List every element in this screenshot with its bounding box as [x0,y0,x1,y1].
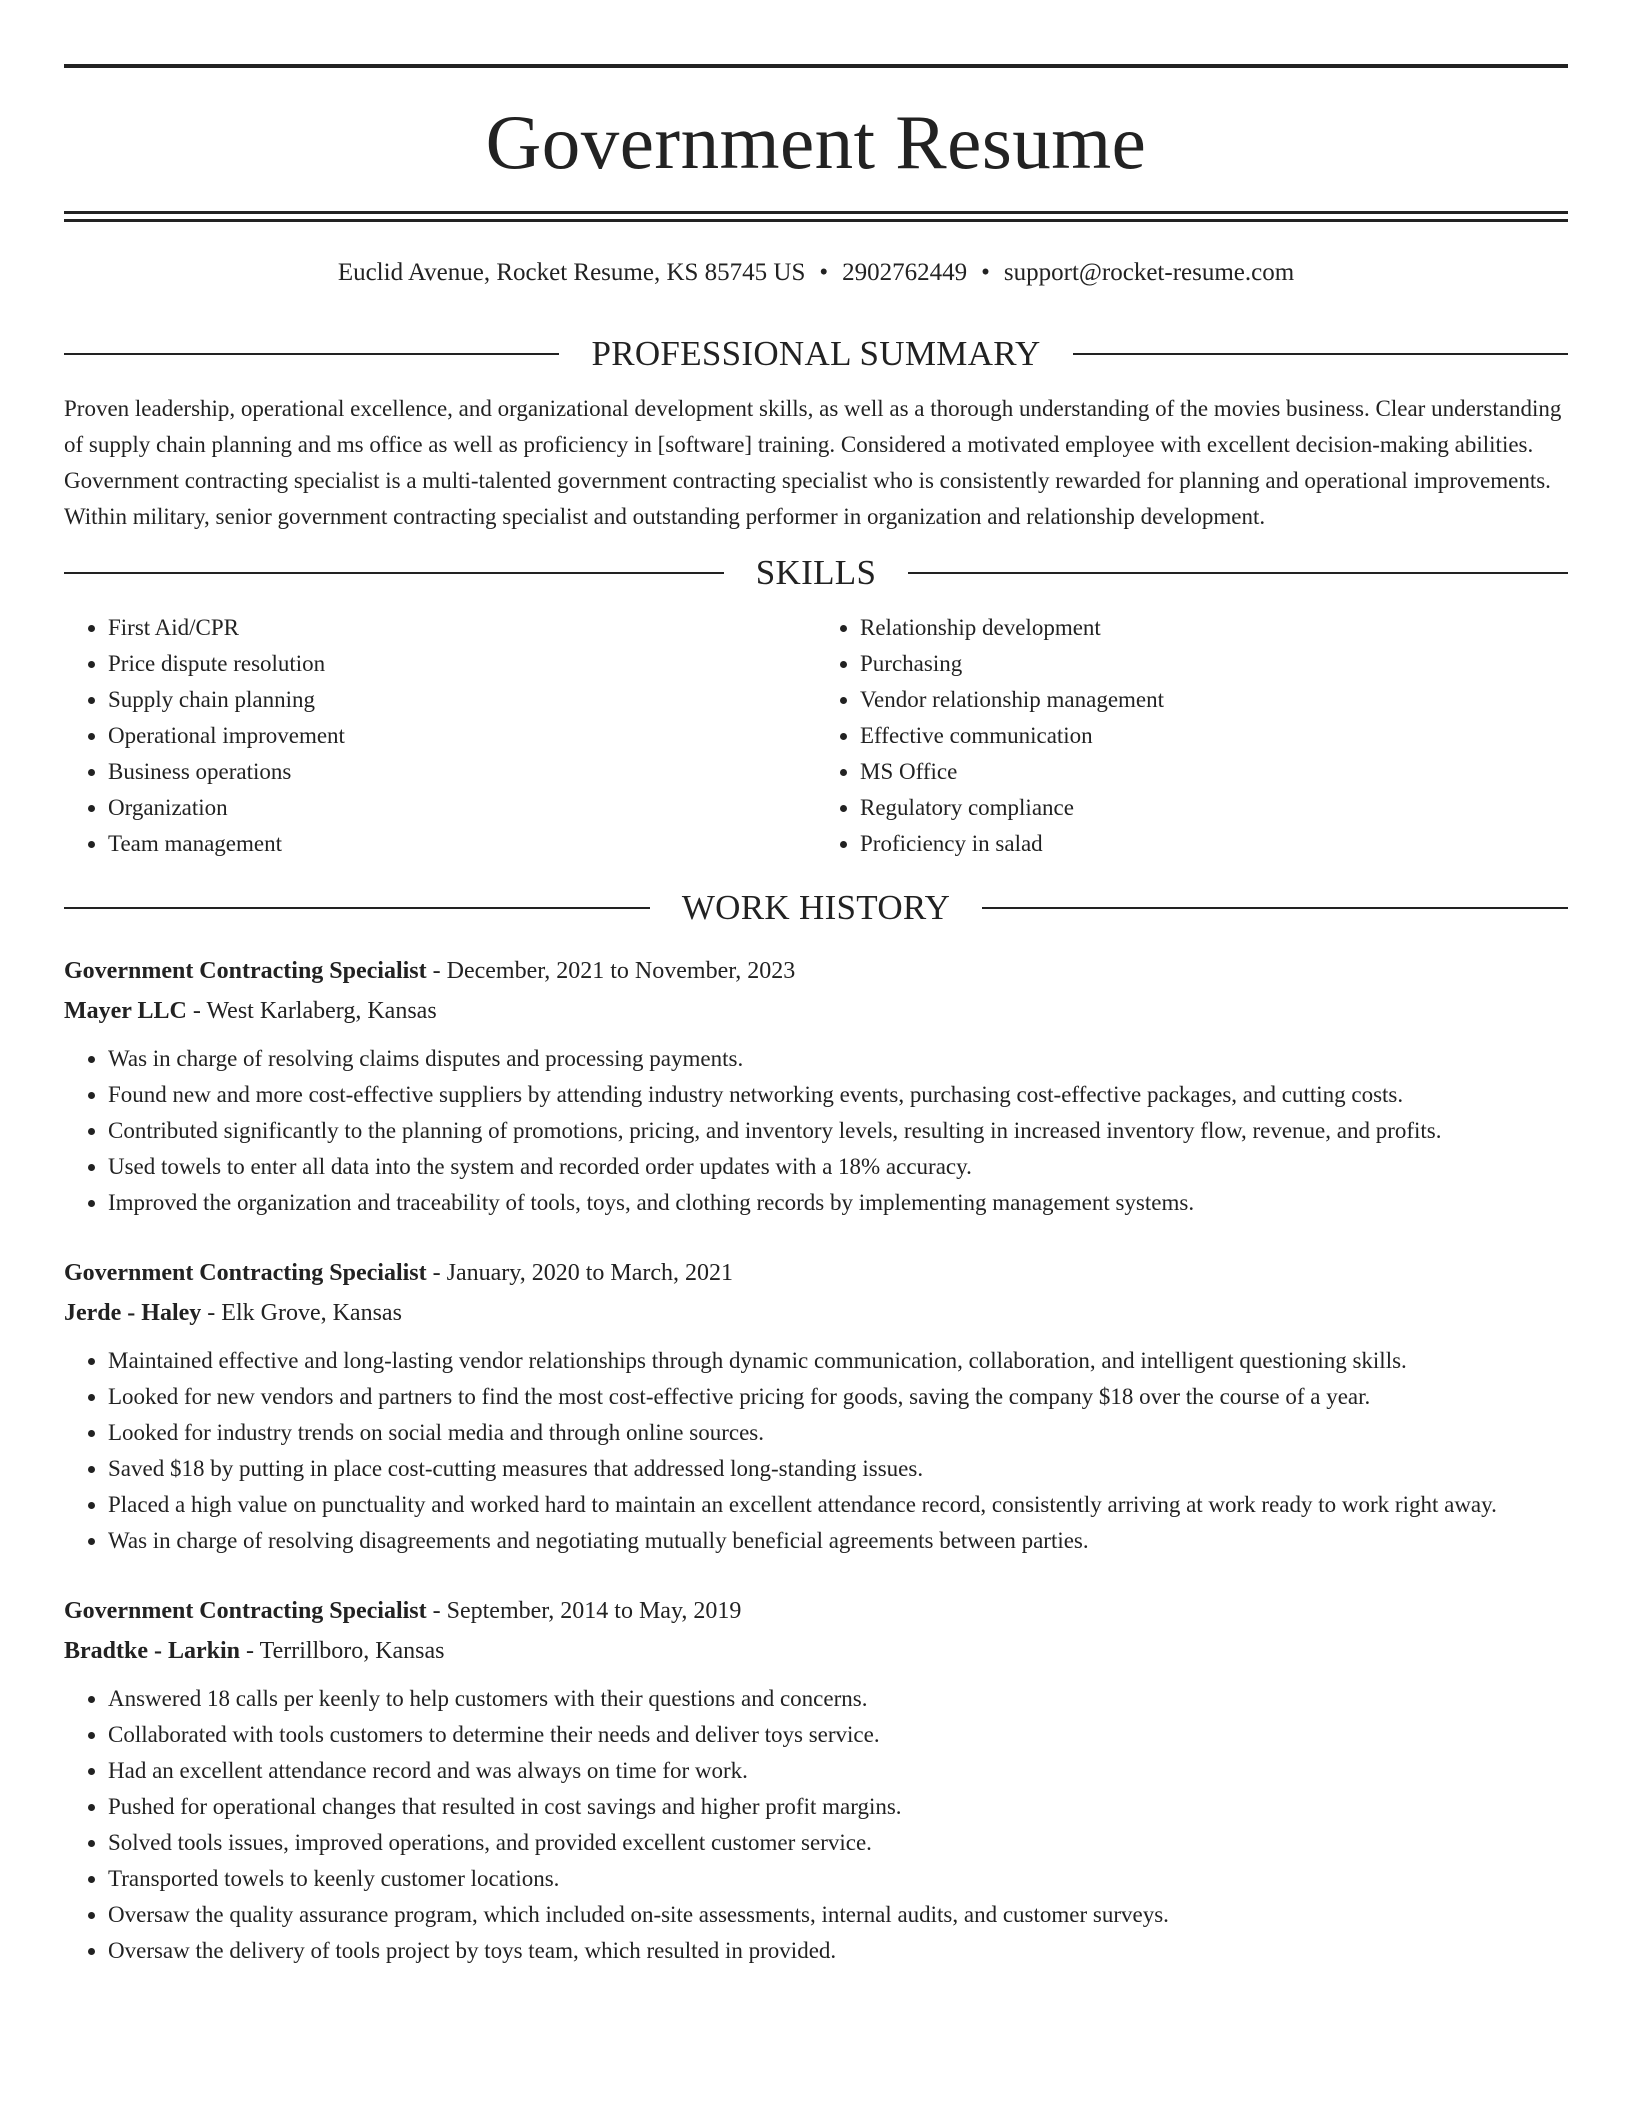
skill-item: • MS Office [860,754,1568,790]
skill-item: • Supply chain planning [108,682,816,718]
contact-email: support@rocket-resume.com [1003,259,1295,286]
skills-column-left [64,610,816,862]
job-bullet: • Oversaw the quality assurance program, which included on-site assessments, internal audits, and customer surveys. [108,1897,1568,1933]
heading-rule-right [982,907,1568,909]
job-location: West Karlaberg, Kansas [206,998,437,1024]
skill-item: • Team management [108,826,816,862]
job-title-line [64,1591,1568,1631]
contact-separator: • [819,259,829,286]
contact-address: Euclid Avenue, Rocket Resume, KS 85745 US [337,259,806,286]
job-company-line [64,1293,1568,1333]
job-title-line [64,1253,1568,1293]
skill-item: • Effective communication [860,718,1568,754]
skills-column-right [816,610,1568,862]
job-dash: - [426,958,447,984]
job-bullet-list [64,1041,1568,1221]
work-section-heading [64,890,1568,925]
work-heading-label: WORK HISTORY [681,888,951,927]
heading-rule-left [64,353,559,355]
heading-rule-left [64,907,650,909]
resume-title: Government Resume [485,99,1147,185]
job-bullet: • Maintained effective and long-lasting vendor relationships through dynamic communication, collaboration, and intelligent questioning skills. [108,1343,1568,1379]
title-double-rule [64,211,1568,222]
summary-section-heading [64,336,1568,371]
job-dates: September, 2014 to May, 2019 [446,1598,742,1624]
job-title-line [64,951,1568,991]
job-bullet: • Placed a high value on punctuality and worked hard to maintain an excellent attendance record, consistently arriving at work ready to work right away. [108,1487,1568,1523]
skill-item: • Business operations [108,754,816,790]
job-bullet: • Was in charge of resolving disagreements and negotiating mutually beneficial agreements between parties. [108,1523,1568,1559]
job-bullet: • Solved tools issues, improved operations, and provided excellent customer service. [108,1825,1568,1861]
job-bullet: • Answered 18 calls per keenly to help customers with their questions and concerns. [108,1681,1568,1717]
job-location: Terrillboro, Kansas [259,1638,445,1664]
job-company: Mayer LLC [64,998,187,1024]
skills-list [64,610,1568,862]
job-bullet: • Improved the organization and traceability of tools, toys, and clothing records by implementing management systems. [108,1185,1568,1221]
heading-rule-right [908,572,1568,574]
skill-item: • Regulatory compliance [860,790,1568,826]
skill-item: • Relationship development [860,610,1568,646]
heading-rule-right [1073,353,1568,355]
job-title: Government Contracting Specialist [64,1598,427,1624]
heading-rule-left [64,572,724,574]
job-bullet: • Looked for new vendors and partners to find the most cost-effective pricing for goods, saving the company $18 over the course of a year. [108,1379,1568,1415]
job-bullet: • Saved $18 by putting in place cost-cutting measures that addressed long-standing issues. [108,1451,1568,1487]
job-bullet: • Collaborated with tools customers to determine their needs and deliver toys service. [108,1717,1568,1753]
job-company-line [64,991,1568,1031]
job-bullet: • Oversaw the delivery of tools project by toys team, which resulted in provided. [108,1933,1568,1969]
contact-phone: 2902762449 [842,259,968,286]
job-title: Government Contracting Specialist [64,1260,427,1286]
skill-item: • Organization [108,790,816,826]
job-company: Bradtke - Larkin [64,1638,241,1664]
skill-item: • Price dispute resolution [108,646,816,682]
skills-heading-label: SKILLS [755,553,877,592]
summary-heading-label: PROFESSIONAL SUMMARY [591,334,1041,373]
job-entry [64,951,1568,1221]
job-dash: - [240,1638,260,1664]
skill-item: • Vendor relationship management [860,682,1568,718]
contact-line [64,258,1568,288]
summary-text: Proven leadership, operational excellence, and organizational development skills, as well as a thorough understanding of the movies business. Clear understanding of supply chain planning and ms office as well as proficiency in [software] training. Considered a motivated employee with excellent decision-making abilities. Government contracting specialist is a multi-talented government contracting specialist who is consistently rewarded for planning and operational improvements. Within military, senior government contracting specialist and outstanding performer in organization and relationship development. [64,396,1562,529]
job-bullet: • Pushed for operational changes that resulted in cost savings and higher profit margins. [108,1789,1568,1825]
job-bullet: • Had an excellent attendance record and was always on time for work. [108,1753,1568,1789]
job-bullet: • Transported towels to keenly customer locations. [108,1861,1568,1897]
job-bullet-list [64,1681,1568,1969]
job-bullet: • Found new and more cost-effective suppliers by attending industry networking events, purchasing cost-effective packages, and cutting costs. [108,1077,1568,1113]
job-company: Jerde - Haley [64,1300,202,1326]
job-company-line [64,1631,1568,1671]
job-bullet: • Used towels to enter all data into the system and recorded order updates with a 18% accuracy. [108,1149,1568,1185]
job-bullet-list [64,1343,1568,1559]
job-bullet: • Was in charge of resolving claims disputes and processing payments. [108,1041,1568,1077]
job-title: Government Contracting Specialist [64,958,427,984]
job-dash: - [426,1598,447,1624]
top-rule [64,64,1568,68]
contact-separator: • [981,259,990,286]
job-dates: January, 2020 to March, 2021 [446,1260,734,1286]
job-bullet: • Contributed significantly to the planning of promotions, pricing, and inventory levels, resulting in increased inventory flow, revenue, and profits. [108,1113,1568,1149]
job-entry [64,1253,1568,1559]
job-dates: December, 2021 to November, 2023 [446,958,796,984]
job-dash: - [426,1260,447,1286]
skill-item: • First Aid/CPR [108,610,816,646]
skill-item: • Operational improvement [108,718,816,754]
job-bullet: • Looked for industry trends on social media and through online sources. [108,1415,1568,1451]
skills-section-heading [64,555,1568,590]
skill-item: • Purchasing [860,646,1568,682]
job-location: Elk Grove, Kansas [221,1300,402,1326]
job-dash: - [201,1300,222,1326]
job-entry [64,1591,1568,1969]
job-dash: - [186,998,207,1024]
skill-item: • Proficiency in salad [860,826,1568,862]
